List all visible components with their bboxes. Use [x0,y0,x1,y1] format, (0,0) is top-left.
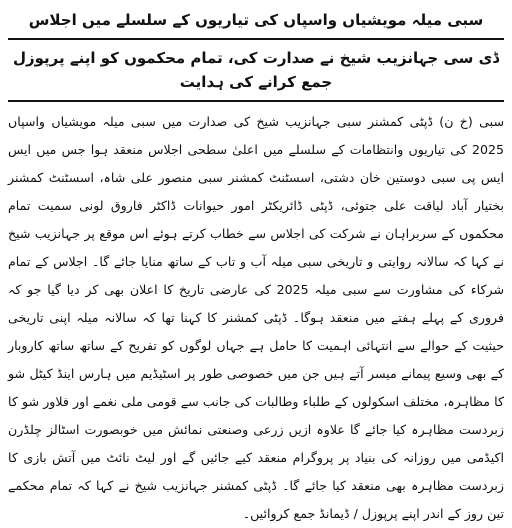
article-body: سبی (خ ن) ڈپٹی کمشنر سبی جہانزیب شیخ کی صدارت میں سبی میلہ مویشیاں واسپاں 2025 کی تیاریوں وانتظامات کے سلسلے میں اعلیٰ سطحی اجلاس منعقد ہوا جس میں ایس ایس پی سبی دوستین خان دشتی، اسسٹنٹ کمشنر سبی منصور علی شاہ، اسسٹنٹ کمشنر بختیار آباد لیاقت علی جتوئی، ڈپٹی ڈائریکٹر امور حیوانات ڈاکٹر فاروق لونی سمیت تمام محکموں کے سربراہان نے شرکت کی اجلاس سے خطاب کرتے ہوئے اس موقع پر جہانزیب شیخ نے کہا کہ سالانہ روایتی و تاریخی سبی میلہ آب و تاب کے ساتھ منایا جائے گا۔ اجلاس کے تمام شرکاء کی مشاورت سے سبی میلہ 2025 کی عارضی تاریخ کا اعلان بھی کر دیا گیا جو کہ فروری کے پہلے ہفتے میں منعقد ہوگا۔ ڈپٹی کمشنر کا کہنا تھا کہ سالانہ میلہ اپنی تاریخی حیثیت کے حوالے سے انتہائی اہمیت کا حامل ہے جہاں لوگوں کو تفریح کے ساتھ ساتھ کاروبار کے بھی وسیع پیمانے میسر آتے ہیں جن میں خصوصی طور پر اسٹیڈیم میں ہارس اینڈ کیٹل شو کا مظاہرہ، مختلف اسکولوں کے طلباء وطالبات کی جانب سے قومی ملی نغمے اور فلاور شو کا زبردست مظاہرہ کیا جائے گا علاوہ ازیں زرعی وصنعتی نمائش میں خوبصورت اسٹالز چلڈرن اکیڈمی میں روزانہ کی بنیاد پر پروگرام منعقد کیے جائیں گے اور لیٹ نائٹ میں آتش بازی کا زبردست مظاہرہ بھی منعقد کیا جائے گا۔ ڈپٹی کمشنر جہانزیب شیخ نے کہا کہ تمام محکمے تین روز کے اندر اپنے پرپوزل / ڈیمانڈ جمع کروائیں۔ [8,114,504,521]
headline-divider-top [8,38,504,40]
headline-divider-bottom [8,100,504,102]
news-article [8,4,504,528]
article-headline: سبی میلہ مویشیاں واسپاں کی تیاریوں کے سلسلے میں اجلاس [28,11,484,29]
article-subheadline: ڈی سی جہانزیب شیخ نے صدارت کی، تمام محکموں کو اپنے پرپوزل جمع کرانے کی ہدایت [12,49,500,91]
